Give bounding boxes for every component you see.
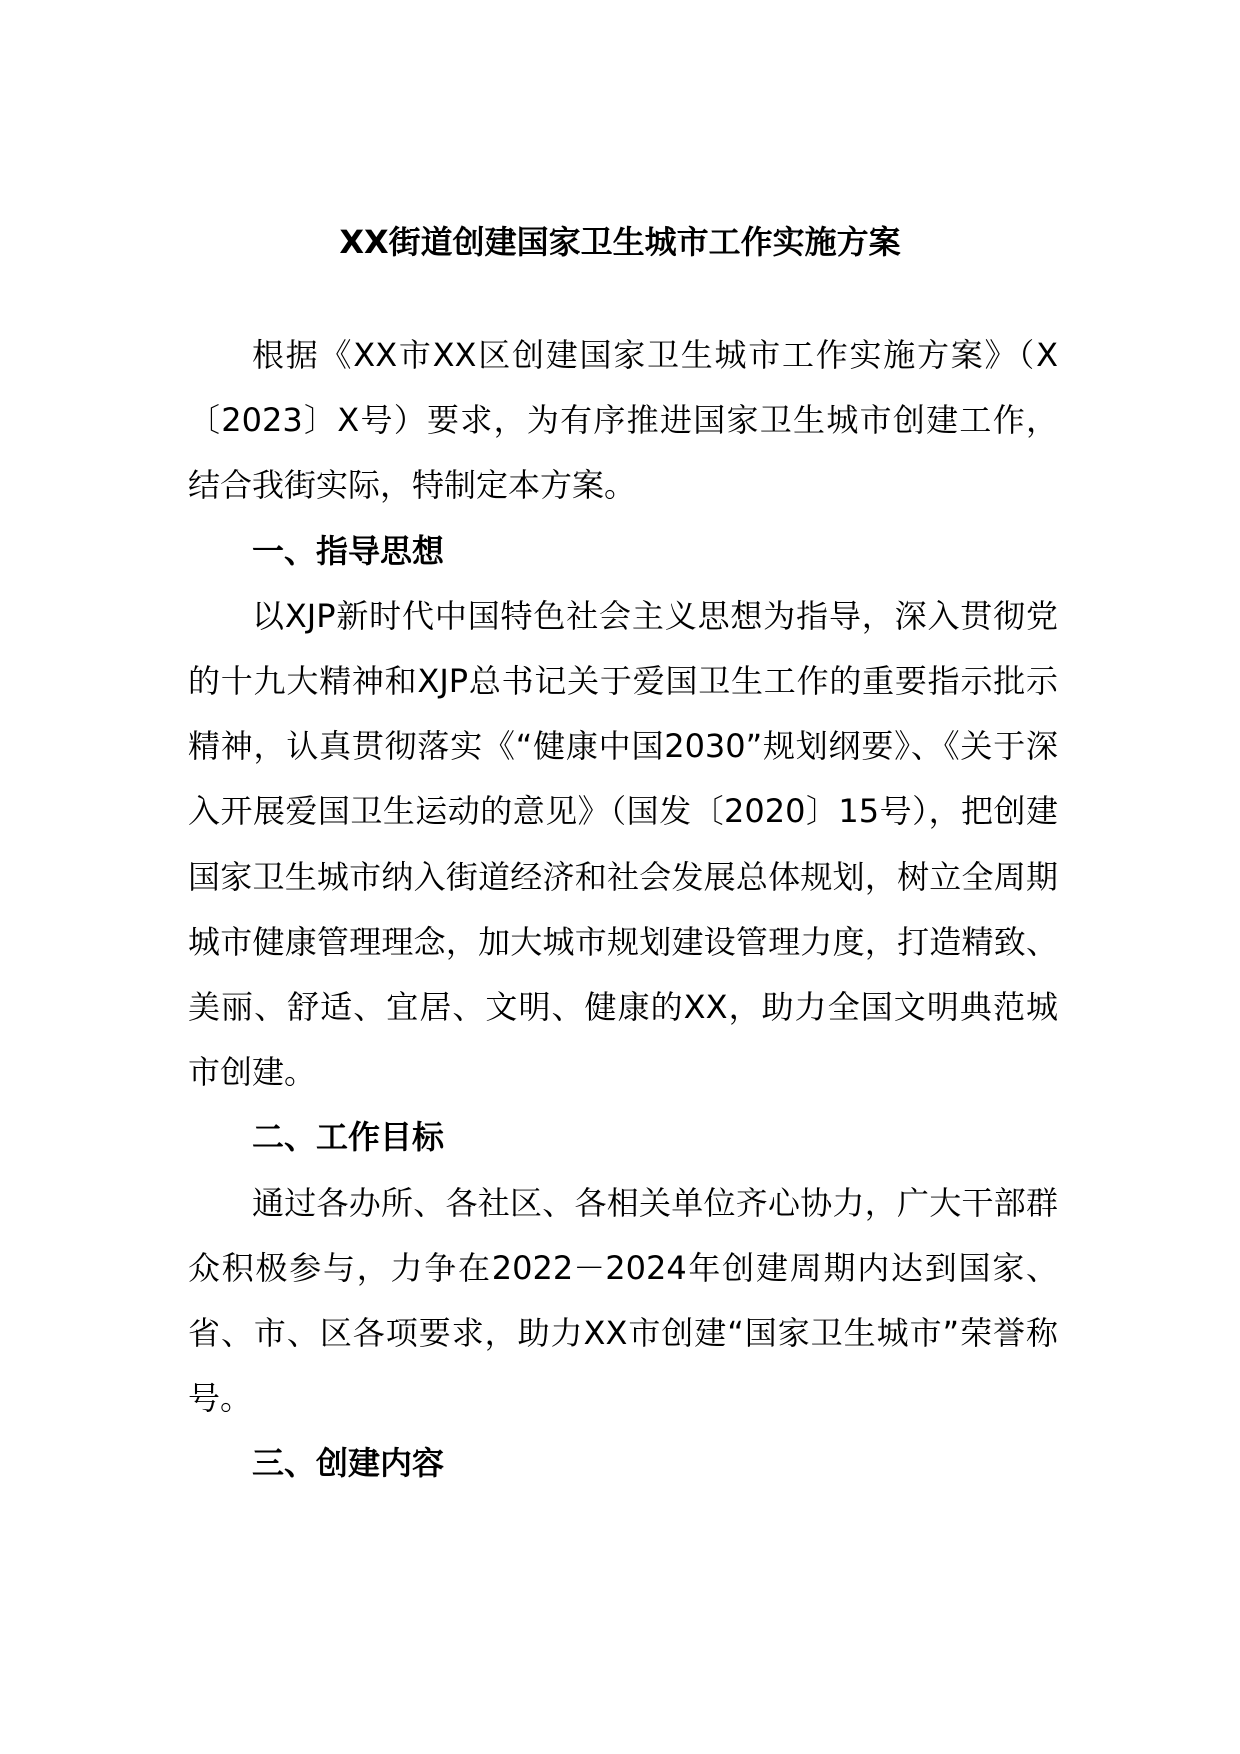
intro-paragraph: 根据《XX市XX区创建国家卫生城市工作实施方案》（X〔2023〕X号）要求，为有序推进国家卫生城市创建工作，结合我街实际，特制定本方案。 — [188, 336, 1058, 505]
document-body — [188, 323, 1058, 1497]
section-heading-creation-content: 三、创建内容 — [252, 1444, 445, 1483]
section-heading-work-goals: 二、工作目标 — [252, 1118, 445, 1157]
section-body-guiding-ideology: 以XJP新时代中国特色社会主义思想为指导，深入贯彻党的十九大精神和XJP总书记关于爱国卫生工作的重要指示批示精神，认真贯彻落实《“健康中国2030”规划纲要》、《关于深入开展爱国卫生运动的意见》（国发〔2020〕15号），把创建国家卫生城市纳入街道经济和社会发展总体规划，树立全周期城市健康管理理念，加大城市规划建设管理力度，打造精致、美丽、舒适、宜居、文明、健康的XX，助力全国文明典范城市创建。 — [188, 596, 1058, 1092]
section-body-work-goals: 通过各办所、各社区、各相关单位齐心协力，广大干部群众积极参与，力争在2022－2024年创建周期内达到国家、省、市、区各项要求，助力XX市创建“国家卫生城市”荣誉称号。 — [188, 1183, 1058, 1418]
section-heading-guiding-ideology: 一、指导思想 — [252, 531, 445, 570]
document-title: XX街道创建国家卫生城市工作实施方案 — [339, 223, 901, 261]
